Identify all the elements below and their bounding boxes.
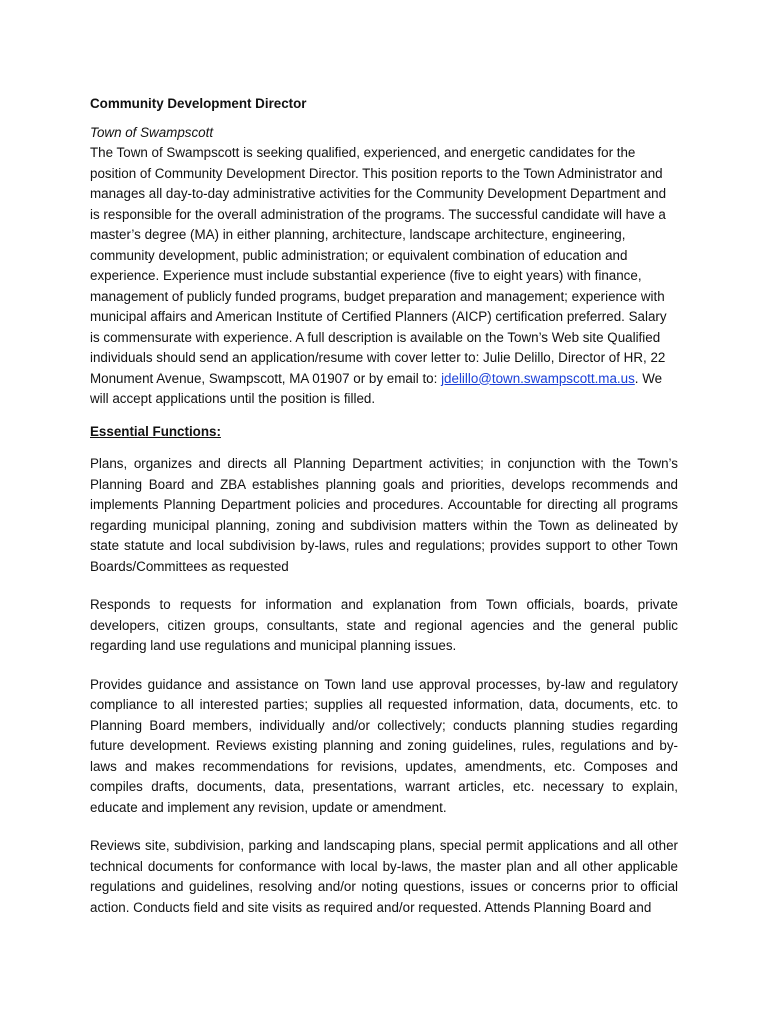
- email-link[interactable]: jdelillo@town.swampscott.ma.us: [441, 370, 635, 386]
- intro-closing-text: . We will accept applications until the position is filled.: [90, 370, 663, 406]
- function-paragraph: Responds to requests for information and explanation from Town officials, boards, private developers, citizen groups, consultants, state and regional agencies and the general public regarding land use regulations and municipal planning issues.: [90, 597, 678, 653]
- section-heading-essential-functions: Essential Functions:: [90, 423, 221, 439]
- document-subtitle: Town of Swampscott: [90, 124, 214, 140]
- function-paragraph: Plans, organizes and directs all Planning Department activities; in conjunction with the Town’s Planning Board and ZBA establishes planning goals and priorities, develops recommends and implements Planning Department policies and procedures. Accountable for directing all programs regarding municipal planning, zoning and subdivision matters within the Town as delineated by state statute and local subdivision by-laws, rules and regulations; provides support to other Town Boards/Committees as requested: [90, 456, 678, 574]
- intro-text: The Town of Swampscott is seeking qualified, experienced, and energetic candidates for the position of Community Development Director. This position reports to the Town Administrator and manages all day-to-day administrative activities for the Community Development Department and is responsible for the overall administration of the programs. The successful candidate will have a master’s degree (MA) in either planning, architecture, landscape architecture, engineering, community development, public administration; or equivalent combination of education and experience. Experience must include substantial experience (five to eight years) with finance, management of publicly funded programs, budget preparation and management; experience with municipal affairs and American Institute of Certified Planners (AICP) certification preferred. Salary is commensurate with experience. A full description is available on the Town’s Web site Qualified individuals should send an application/resume with cover letter to: Julie Delillo, Director of HR, 22 Monument Avenue, Swampscott, MA 01907 or by email to:: [90, 145, 667, 386]
- intro-paragraph: [90, 143, 678, 410]
- document-title: Community Development Director: [90, 96, 307, 111]
- document-page: [90, 94, 678, 936]
- function-paragraph: Provides guidance and assistance on Town land use approval processes, by-law and regulatory compliance to all interested parties; supplies all requested information, data, documents, etc. to Planning Board members, individually and/or collectively; conducts planning studies regarding future development. Reviews existing planning and zoning guidelines, rules, regulations and by-laws and makes recommendations for revisions, updates, amendments, etc. Composes and compiles drafts, documents, data, presentations, warrant articles, etc. necessary to explain, educate and implement any revision, update or amendment.: [90, 676, 678, 815]
- function-paragraph: Reviews site, subdivision, parking and landscaping plans, special permit applications and all other technical documents for conformance with local by-laws, the master plan and all other applicable regulations and guidelines, resolving and/or noting questions, issues or concerns prior to official action. Conducts field and site visits as required and/or requested. Attends Planning Board and: [90, 838, 678, 915]
